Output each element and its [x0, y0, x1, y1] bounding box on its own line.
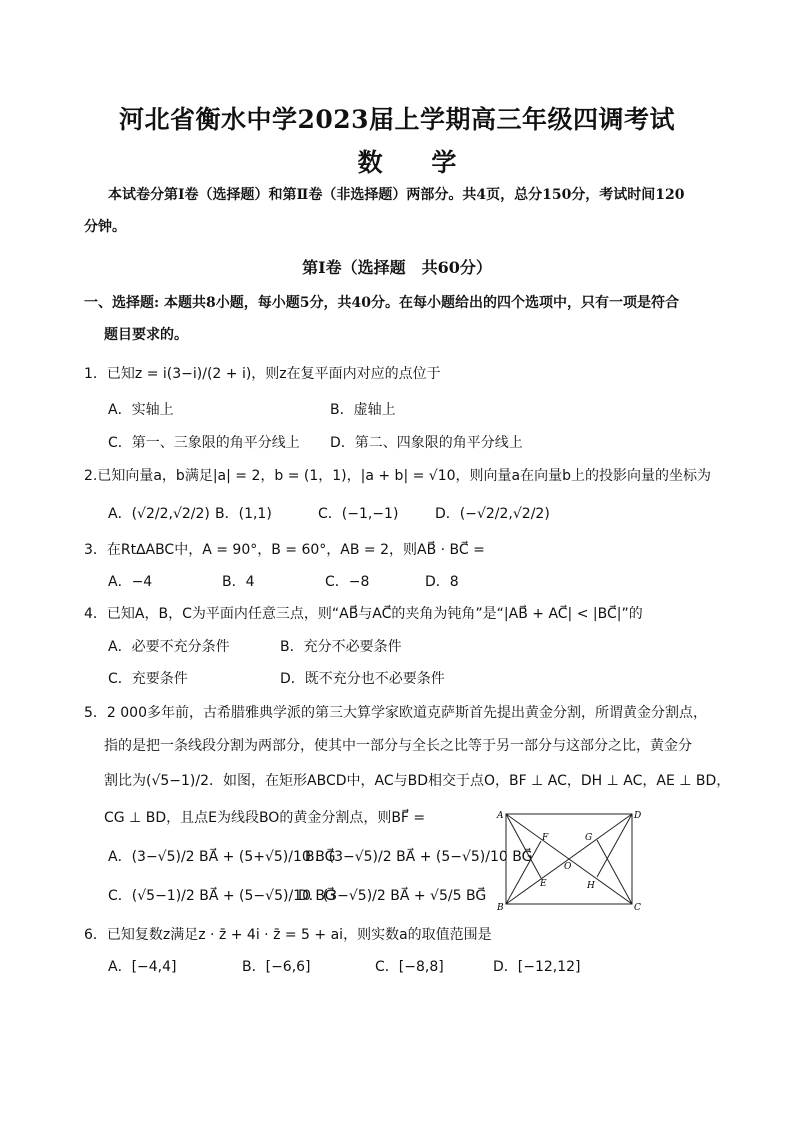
subject-title: 数 学: [357, 148, 477, 177]
figure-label-e: E: [540, 879, 547, 889]
figure-segment-ae: [506, 814, 541, 878]
question-3-option-b: B．4: [222, 574, 255, 590]
question-1-option-b: B．虚轴上: [330, 402, 396, 418]
question-1-option-a: A．实轴上: [108, 402, 174, 418]
question-2-option-d: D．(−√2/2,√2/2): [435, 506, 550, 522]
question-5-option-c: C．(√5−1)/2 BA⃗ + (5−√5)/10 BG⃗: [108, 888, 336, 904]
question-5-stem-line-1: 5．2 000多年前，古希腊雅典学派的第三大算学家欧道克萨斯首先提出黄金分割，所谓黄金分割点，: [84, 705, 707, 721]
figure-label-g: G: [585, 833, 593, 843]
figure-label-h: H: [587, 881, 595, 891]
question-1-option-d: D．第二、四象限的角平分线上: [330, 435, 523, 451]
question-6-option-c: C．[−8,8]: [375, 959, 444, 975]
figure-segment-cg: [597, 840, 632, 904]
question-2-option-b: B．(1,1): [215, 506, 272, 522]
part-heading-line-2: 题目要求的。: [104, 327, 188, 343]
exam-title: 河北省衡水中学2023届上学期高三年级四调考试: [118, 105, 676, 134]
question-2-option-a: A．(√2/2,√2/2): [108, 506, 210, 522]
question-3-option-a: A．−4: [108, 574, 153, 590]
question-4-option-d: D．既不充分也不必要条件: [280, 671, 445, 687]
question-5-option-a: A．(3−√5)/2 BA⃗ + (5+√5)/10 BG⃗: [108, 849, 336, 865]
question-4-option-b: B．充分不必要条件: [280, 639, 402, 655]
intro-line-2: 分钟。: [84, 219, 126, 235]
question-6-option-b: B．[−6,6]: [242, 959, 311, 975]
question-3-option-c: C．−8: [325, 574, 370, 590]
rectangle-figure: [494, 808, 644, 912]
question-1-stem: 1．已知z = i(3−i)/(2 + i)，则z在复平面内对应的点位于: [84, 366, 441, 382]
figure-label-a: A: [497, 811, 504, 821]
question-4-stem: 4．已知A，B，C为平面内任意三点，则“AB⃗与AC⃗的夹角为钝角”是“|AB⃗ + AC⃗| < |BC⃗|”的: [84, 606, 643, 622]
question-6-stem: 6．已知复数z满足z · z̄ + 4i · z̄ = 5 + ai，则实数a的取值范围是: [84, 927, 492, 943]
question-5-stem-line-4: CG ⊥ BD，且点E为线段BO的黄金分割点，则BF⃗ =: [104, 810, 426, 826]
part-heading-line-1: 一、选择题: 本题共8小题，每小题5分，共40分。在每小题给出的四个选项中，只有一项是符合: [84, 295, 680, 311]
figure-segment-dh: [597, 814, 632, 877]
question-5-stem-line-2: 指的是把一条线段分割为两部分，使其中一部分与全长之比等于另一部分与这部分之比，黄金分: [104, 738, 692, 754]
question-2-stem: 2.已知向量a，b满足|a| = 2，b = (1，1)，|a + b| = √10，则向量a在向量b上的投影向量的坐标为: [84, 468, 711, 484]
question-5-stem-line-3: 割比为(√5−1)/2．如图，在矩形ABCD中，AC与BD相交于点O，BF ⊥ AC，DH ⊥ AC，AE ⊥ BD，: [104, 773, 731, 789]
question-2-option-c: C．(−1,−1): [318, 506, 399, 522]
intro-line-1: 本试卷分第Ⅰ卷（选择题）和第Ⅱ卷（非选择题）两部分。共4页，总分150分，考试时间120: [108, 187, 685, 203]
question-4-option-c: C．充要条件: [108, 671, 188, 687]
question-1-option-c: C．第一、三象限的角平分线上: [108, 435, 300, 451]
figure-label-c: C: [634, 903, 641, 912]
question-4-option-a: A．必要不充分条件: [108, 639, 230, 655]
question-6-option-d: D．[−12,12]: [493, 959, 581, 975]
figure-label-d: D: [634, 811, 642, 821]
figure-label-b: B: [497, 903, 504, 912]
section-title: 第Ⅰ卷（选择题 共60分）: [302, 258, 492, 277]
question-5-option-d: D．(3−√5)/2 BA⃗ + √5/5 BG⃗: [298, 888, 487, 904]
question-3-option-d: D．8: [425, 574, 459, 590]
figure-label-f: F: [542, 833, 549, 843]
question-3-stem: 3．在Rt∆ABC中，A = 90°，B = 60°，AB = 2，则AB⃗ · BC⃗ =: [84, 542, 485, 558]
question-5-option-b: B．(3−√5)/2 BA⃗ + (5−√5)/10 BG⃗: [305, 849, 533, 865]
figure-label-o: O: [564, 862, 572, 872]
question-6-option-a: A．[−4,4]: [108, 959, 177, 975]
figure-segment-bf: [506, 841, 541, 904]
